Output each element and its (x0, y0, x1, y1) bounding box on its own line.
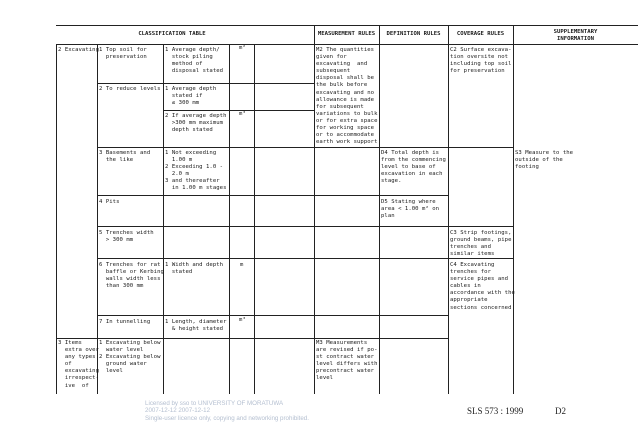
item-reduce-levels: 2 To reduce levels (99, 86, 161, 92)
measurement-rule-m2: M2 The quantities given for excavating and subsequent disposal shall be the bulk before excavating and no allowance is made for subsequent variations to bulk or for extra space for working space or to accommodate earth work support (316, 47, 378, 146)
item-basements: 3 Basements and the like (99, 150, 151, 164)
item-tunnelling: 7 In tunnelling (99, 319, 151, 325)
col-divider-4 (254, 44, 255, 394)
definition-rule-d4: D4 Total depth is from the commencing level to base of excavation in each stage. (381, 150, 446, 185)
row-sep (97, 195, 448, 196)
header-measurement: MEASUREMENT RULES (317, 31, 376, 37)
item-average-depth-gt-300: 2 If average depth >300 mm maximum depth stated (165, 113, 227, 134)
item-excavating-below-water: 1 Excavating below water level 2 Excavating below ground water level (99, 340, 161, 375)
unit-m3: m³ (239, 111, 246, 117)
item-trenches-rat-baffle: 6 Trenches for rat baffle or Kerbing walls width less than 300 mm (99, 262, 164, 290)
item-items-extra-over: 3 Items extra over any types of excavating irrespect- ive of (58, 340, 100, 389)
item-average-depth-stock: 1 Average depth/ stock piling method of disposal stated (165, 47, 224, 75)
measurement-rule-m3: M3 Measurements are revised if po- st contract water level differs with precontract water level (316, 340, 378, 382)
item-length-diameter: 1 Length, diameter & height stated (165, 319, 227, 333)
header-top-rule (56, 25, 638, 26)
coverage-rule-c3: C3 Strip footings, ground beams, pipe trenches and similar items (450, 230, 512, 258)
item-width-depth-stated: 1 Width and depth stated (165, 262, 224, 276)
header-bottom-rule (56, 44, 638, 45)
definition-rule-d5: D5 Stating where area < 1.00 m² on plan (381, 199, 440, 220)
item-top-soil: 1 Top soil for preservation (99, 47, 147, 61)
item-excavating: 2 Excavating (58, 47, 100, 53)
footer-standard-number: SLS 573 : 1999 (467, 406, 524, 416)
item-trenches-300: 5 Trenches width > 300 mm (99, 230, 154, 244)
supplementary-s3: S3 Measure to the outside of the footing (515, 150, 574, 171)
item-depth-stages: 1 Not exceeding 1.00 m 2 Exceeding 1.0 - 2.0 m 3 and thereafter in 1.00 m stages (165, 150, 227, 192)
header-classification: CLASSIFICATION TABLE (138, 31, 206, 37)
table-left-border (56, 44, 57, 394)
header-coverage: COVERAGE RULES (456, 31, 505, 37)
col-divider-7 (448, 25, 449, 394)
header-supplementary: SUPPLEMENTARY INFORMATION (553, 29, 598, 42)
row-sep (97, 147, 513, 148)
unit-m3: m³ (239, 317, 246, 323)
item-pits: 4 Pits (99, 199, 120, 205)
col-divider-3 (229, 44, 230, 394)
coverage-rule-c4: C4 Excavating trenches for service pipes and cables in accordance with the appropriate sections concerned (450, 262, 515, 311)
col-divider-8 (513, 25, 514, 394)
row-sep (97, 83, 314, 84)
row-sep (56, 338, 448, 339)
header-definition: DEFINITION RULES (386, 31, 441, 37)
coverage-rule-c2: C2 Surface excava- tion oversite not including top soil for preservation (450, 47, 512, 75)
unit-m: m (240, 262, 244, 268)
row-sep (97, 226, 513, 227)
license-watermark: Licensed by sso to UNIVERSITY OF MORATUWA 2007-12-12 2007-12-12 Single-user licence only, copying and networking prohibited. (145, 400, 309, 422)
row-sep (97, 315, 448, 316)
footer-page-number: D2 (555, 406, 566, 416)
col-divider-2 (163, 44, 164, 394)
unit-m2: m² (239, 45, 246, 51)
item-average-depth-le-300: 1 Average depth stated if ≤ 300 mm (165, 86, 217, 107)
